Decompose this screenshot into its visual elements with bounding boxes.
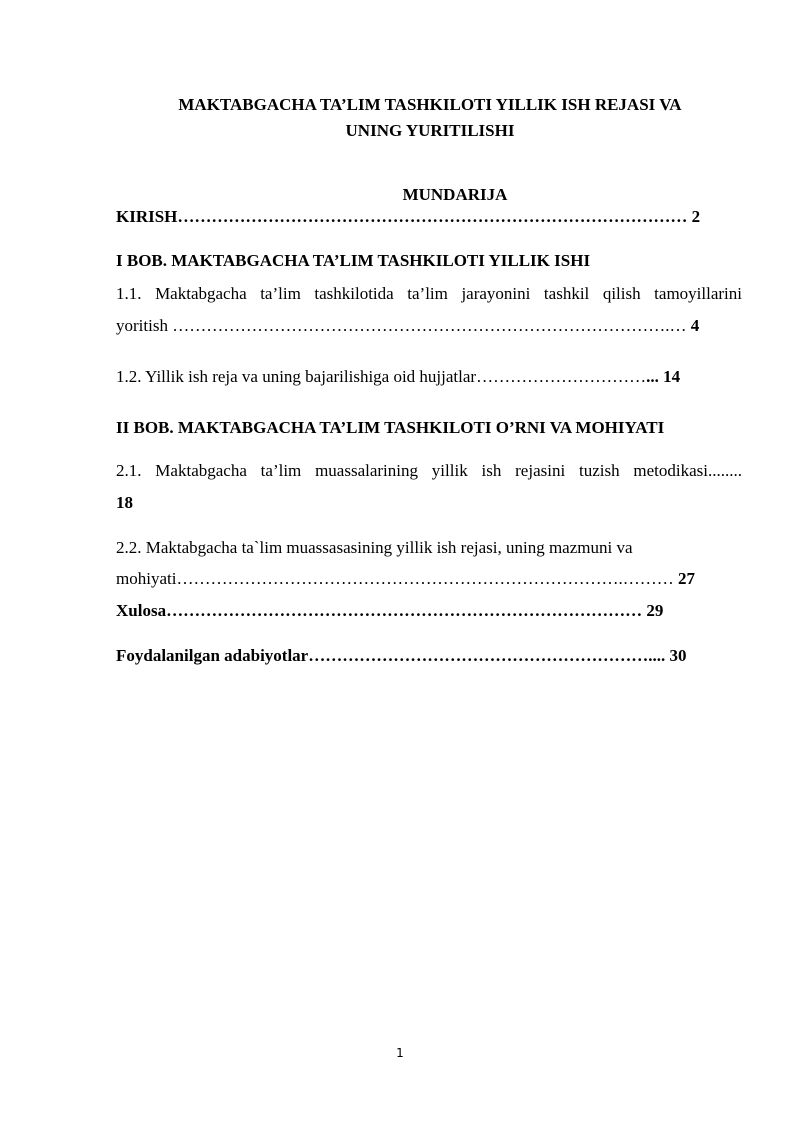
toc-entry-kirish: KIRISH……………………………………………………………………………… 2 [116, 207, 701, 226]
toc-entry-xulosa: Xulosa………………………………………………………………………… 29 [116, 601, 664, 620]
toc-entry-2-2-text: mohiyati…………………………………………………………………….……… [116, 569, 674, 588]
toc-heading: MUNDARIJA [402, 185, 508, 204]
toc-entry-2-2-line-1: 2.2. Maktabgacha ta`lim muassasasining yillik ish rejasi, uning mazmuni va [116, 538, 633, 557]
toc-entry-1-1-page: 4 [690, 316, 700, 335]
toc-entry-2-1-line-1: 2.1. Maktabgacha ta’lim muassalarining yillik ish rejasini tuzish metodikasi........ [116, 461, 742, 480]
toc-chapter-1: I BOB. MAKTABGACHA TA’LIM TASHKILOTI YILLIK ISHI [116, 251, 591, 270]
toc-entry-2-2-line-2 [116, 568, 742, 590]
toc-entry-2-1-page: 18 [116, 493, 133, 512]
document-title [110, 92, 750, 144]
title-line-1: MAKTABGACHA TA’LIM TASHKILOTI YILLIK ISH REJASI VA [178, 95, 682, 114]
toc-entry-1-2-text: 1.2. Yillik ish reja va uning bajarilishiga oid hujjatlar………………………… [116, 367, 647, 386]
toc-entry-2-2-page: 27 [673, 569, 695, 588]
toc-entry-adabiyotlar: Foydalanilgan adabiyotlar…………………………………………………….... 30 [116, 646, 687, 665]
toc-entry-1-1-line-2 [116, 315, 742, 337]
toc-entry-1-1-text: yoritish …………………………………………………………………………….… [116, 316, 691, 335]
title-line-2: UNING YURITILISHI [345, 121, 515, 140]
toc-entry-1-2-page: ... 14 [646, 367, 681, 386]
toc-entry-1-2 [116, 366, 742, 388]
page-number: 1 [396, 1046, 404, 1060]
toc-chapter-2: II BOB. MAKTABGACHA TA’LIM TASHKILOTI O’RNI VA MOHIYATI [116, 418, 665, 437]
toc-entry-1-1-line-1: 1.1. Maktabgacha ta’lim tashkilotida ta’lim jarayonini tashkil qilish tamoyillarini [116, 284, 742, 303]
